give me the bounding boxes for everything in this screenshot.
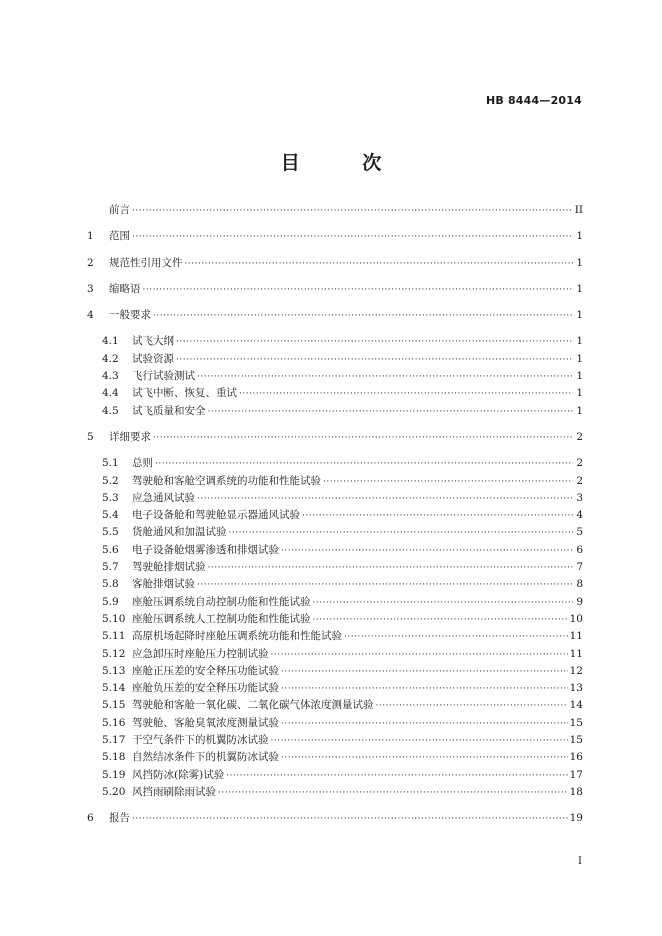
toc-entry[interactable] (87, 732, 583, 749)
toc-entry-label: 试验资源 (132, 352, 174, 365)
toc-entry-page: 11 (569, 647, 583, 660)
toc-entry-page: 12 (569, 664, 583, 677)
toc-entry-page: 9 (576, 595, 583, 608)
toc-entry[interactable] (87, 697, 583, 714)
toc-entry-label: 报告 (109, 812, 130, 825)
toc-entry[interactable] (87, 507, 583, 524)
toc-entry-page: 11 (569, 630, 583, 643)
toc-entry-label: 座舱压调系统人工控制功能和性能试验 (132, 612, 311, 625)
toc-entry-page: 15 (569, 734, 583, 747)
toc-entry-label: 试飞质量和安全 (132, 404, 206, 417)
toc-entry-page: 1 (576, 370, 583, 383)
toc-entry-number: 5.14 (102, 682, 126, 695)
toc-entry-label: 试飞中断、恢复、重试 (132, 387, 237, 400)
toc-entry-label: 座舱负压差的安全释压功能试验 (132, 682, 279, 695)
dot-leader (281, 543, 573, 560)
dot-leader (344, 629, 568, 646)
dot-leader (176, 352, 573, 369)
toc-entry-label: 规范性引用文件 (109, 256, 183, 269)
toc-entry-page: 18 (569, 785, 583, 798)
toc-entry[interactable] (87, 542, 583, 559)
toc-entry-label: 座舱正压差的安全释压功能试验 (132, 664, 279, 677)
toc-entry-number: 5.8 (102, 578, 119, 591)
dot-leader (218, 785, 568, 802)
toc-entry-label: 详细要求 (109, 430, 151, 443)
toc-entry-label: 试飞大纲 (132, 335, 174, 348)
toc-entry-label: 高原机场起降时座舱压调系统功能和性能试验 (132, 630, 342, 643)
toc-entry-label: 驾驶舱和客舱空调系统的功能和性能试验 (132, 474, 321, 487)
toc-entry[interactable] (87, 784, 583, 801)
toc-entry-number: 4.3 (102, 370, 119, 383)
toc-entry[interactable] (87, 490, 583, 507)
toc-entry-number: 6 (87, 812, 94, 825)
toc-entry-number: 5.5 (102, 526, 119, 539)
toc-entry-number: 5.1 (102, 457, 119, 470)
toc-entry-label: 客舱排烟试验 (132, 578, 195, 591)
toc-entry-label: 应急通风试验 (132, 491, 195, 504)
toc-entry[interactable] (87, 429, 583, 446)
dot-leader (176, 334, 573, 351)
toc-entry-page: 7 (576, 561, 583, 574)
toc-entry-label: 范围 (109, 230, 130, 243)
toc-entry-page: 1 (576, 230, 583, 243)
dot-leader (153, 308, 573, 325)
dot-leader (271, 647, 568, 664)
toc-entry-label: 干空气条件下的机翼防冰试验 (132, 734, 269, 747)
toc-entry-page: 1 (576, 309, 583, 322)
toc-entry-number: 5.4 (102, 509, 119, 522)
toc-entry-label: 应急卸压时座舱压力控制试验 (132, 647, 269, 660)
toc-entry[interactable] (87, 680, 583, 697)
toc-entry-page: 2 (576, 474, 583, 487)
toc-entry[interactable] (87, 628, 583, 645)
toc-entry-number: 4.1 (102, 335, 119, 348)
toc-entry-number: 5 (87, 430, 94, 443)
toc-entry-label: 总则 (132, 457, 153, 470)
dot-leader (153, 430, 573, 447)
toc-entry[interactable] (87, 749, 583, 766)
toc-entry-page: 19 (569, 812, 583, 825)
dot-leader (302, 508, 573, 525)
toc-entry[interactable] (87, 715, 583, 732)
dot-leader (376, 698, 568, 715)
toc-entry-label: 驾驶舱、客舱臭氧浓度测量试验 (132, 716, 279, 729)
dot-leader (281, 664, 568, 681)
toc-entry[interactable] (87, 767, 583, 784)
toc-entry[interactable] (87, 228, 583, 245)
toc-entry-number: 5.15 (102, 699, 126, 712)
toc-entry[interactable] (87, 368, 583, 385)
toc-entry[interactable] (87, 594, 583, 611)
toc-entry[interactable] (87, 576, 583, 593)
toc-entry[interactable] (87, 202, 583, 219)
toc-entry-number: 5.7 (102, 561, 119, 574)
dot-leader (229, 525, 574, 542)
toc-entry-page: 1 (576, 335, 583, 348)
toc-entry-number: 4.4 (102, 387, 119, 400)
toc-entry-label: 驾驶舱和客舱一氧化碳、二氧化碳气体浓度测量试验 (132, 699, 374, 712)
toc-entry-number: 5.10 (102, 612, 126, 625)
toc-entry-number: 5.19 (102, 768, 126, 781)
standard-code: HB 8444—2014 (485, 94, 582, 107)
toc-entry-number: 4.2 (102, 352, 119, 365)
toc-entry-page: 1 (576, 352, 583, 365)
dot-leader (197, 491, 573, 508)
table-of-contents (87, 202, 583, 828)
toc-entry-label: 风挡雨刷除雨试验 (132, 785, 216, 798)
dot-leader (281, 750, 568, 767)
dot-leader (239, 386, 573, 403)
dot-leader (281, 681, 568, 698)
dot-leader (155, 456, 573, 473)
toc-entry-number: 5.2 (102, 474, 119, 487)
toc-entry-number: 4 (87, 309, 94, 322)
toc-entry-page: 14 (569, 699, 583, 712)
toc-entry-number: 5.12 (102, 647, 126, 660)
toc-entry-page: 8 (576, 578, 583, 591)
toc-entry-number: 5.6 (102, 543, 119, 556)
toc-entry-number: 5.20 (102, 785, 126, 798)
toc-entry-page: 3 (576, 491, 583, 504)
toc-entry-label: 风挡防冰(除雾)试验 (132, 768, 225, 781)
toc-entry-number: 5.3 (102, 491, 119, 504)
dot-leader (132, 229, 573, 246)
toc-entry[interactable] (87, 663, 583, 680)
toc-entry-number: 5.9 (102, 595, 119, 608)
toc-entry-label: 电子设备舱和驾驶舱显示器通风试验 (132, 509, 300, 522)
page-number: I (578, 856, 582, 867)
toc-entry-label: 驾驶舱排烟试验 (132, 561, 206, 574)
toc-entry-number: 5.18 (102, 751, 126, 764)
dot-leader (197, 369, 573, 386)
toc-entry[interactable] (87, 307, 583, 324)
toc-entry[interactable] (87, 281, 583, 298)
page-title: 目 次 (280, 152, 410, 174)
toc-entry-page: 16 (569, 751, 583, 764)
dot-leader (313, 595, 574, 612)
toc-entry-number: 5.17 (102, 734, 126, 747)
toc-entry-page: II (574, 204, 583, 216)
toc-entry-label: 缩略语 (109, 282, 141, 295)
toc-entry[interactable] (87, 611, 583, 628)
toc-entry-page: 1 (576, 387, 583, 400)
toc-entry-page: 10 (569, 612, 583, 625)
toc-entry-page: 4 (576, 509, 583, 522)
dot-leader (271, 733, 568, 750)
toc-entry-page: 2 (576, 430, 583, 443)
toc-entry-number: 5.16 (102, 716, 126, 729)
dot-leader (208, 560, 574, 577)
toc-entry-number: 5.13 (102, 664, 126, 677)
dot-leader (323, 474, 573, 491)
toc-entry-page: 2 (576, 457, 583, 470)
toc-entry-page: 15 (569, 716, 583, 729)
toc-entry-label: 座舱压调系统自动控制功能和性能试验 (132, 595, 311, 608)
toc-entry-number: 1 (87, 230, 94, 243)
dot-leader (132, 811, 568, 828)
toc-entry[interactable] (87, 403, 583, 420)
toc-entry-page: 13 (569, 682, 583, 695)
dot-leader (226, 768, 567, 785)
toc-entry-page: 1 (576, 282, 583, 295)
toc-entry-number: 4.5 (102, 404, 119, 417)
toc-entry[interactable] (87, 810, 583, 827)
toc-entry-label: 前言 (109, 204, 130, 216)
toc-entry[interactable] (87, 385, 583, 402)
toc-entry[interactable] (87, 473, 583, 490)
toc-entry-page: 5 (576, 526, 583, 539)
dot-leader (281, 716, 568, 733)
dot-leader (208, 404, 574, 421)
toc-entry-number: 2 (87, 256, 94, 269)
toc-entry-number: 3 (87, 282, 94, 295)
toc-entry[interactable] (87, 559, 583, 576)
dot-leader (132, 203, 573, 220)
dot-leader (197, 577, 573, 594)
toc-entry-label: 飞行试验测试 (132, 370, 195, 383)
toc-entry-label: 电子设备舱烟雾渗透和排烟试验 (132, 543, 279, 556)
toc-entry-page: 6 (576, 543, 583, 556)
toc-entry-label: 一般要求 (109, 309, 151, 322)
dot-leader (313, 612, 568, 629)
toc-entry[interactable] (87, 646, 583, 663)
dot-leader (143, 282, 574, 299)
toc-entry[interactable] (87, 455, 583, 472)
toc-entry[interactable] (87, 333, 583, 350)
dot-leader (185, 256, 574, 273)
toc-entry[interactable] (87, 255, 583, 272)
toc-entry-page: 17 (569, 768, 583, 781)
toc-entry-label: 货舱通风和加温试验 (132, 526, 227, 539)
toc-entry-page: 1 (576, 256, 583, 269)
toc-entry[interactable] (87, 351, 583, 368)
toc-entry-number: 5.11 (102, 630, 126, 643)
toc-entry-label: 自然结冰条件下的机翼防冰试验 (132, 751, 279, 764)
toc-entry[interactable] (87, 524, 583, 541)
toc-entry-page: 1 (576, 404, 583, 417)
